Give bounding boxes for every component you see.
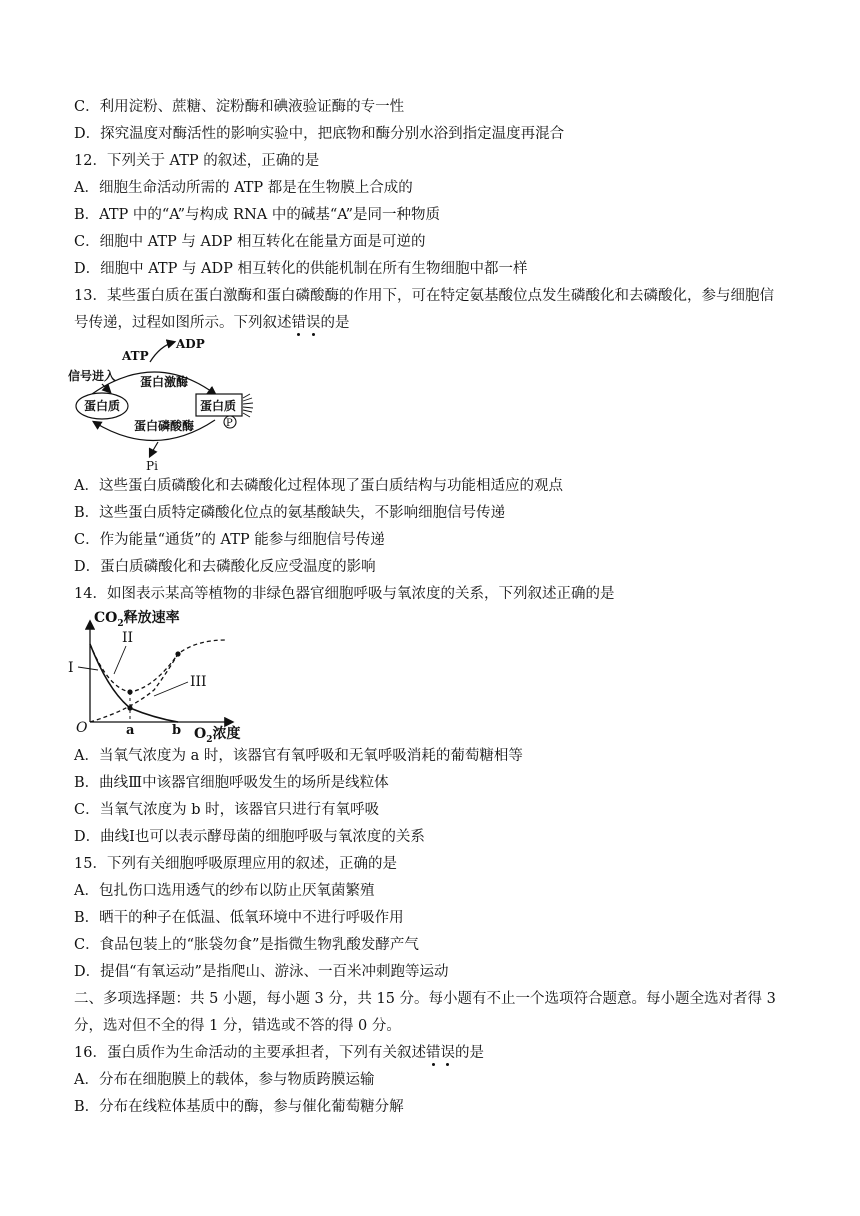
pi-release-arrow (150, 442, 158, 456)
curve-iii-label: III (190, 674, 207, 690)
q12-stem: 12．下列关于 ATP 的叙述，正确的是 (74, 153, 320, 169)
section2-heading-line1: 二、多项选择题：共 5 小题，每小题 3 分，共 15 分。每小题有不止一个选项符合题意。每小题全选对者得 3 (74, 991, 776, 1007)
curve-i-label: I (68, 660, 74, 676)
q11-option-d: D．探究温度对酶活性的影响实验中，把底物和酶分别水浴到指定温度再混合 (74, 126, 565, 142)
q16-option-a: A．分布在细胞膜上的载体，参与物质跨膜运输 (74, 1072, 375, 1088)
q13-stem-line1: 13．某些蛋白质在蛋白激酶和蛋白磷酸酶的作用下，可在特定氨基酸位点发生磷酸化和去磷酸化，参与细胞信 (74, 288, 774, 304)
y-axis-label: $CO_2$释放速率 (94, 610, 180, 629)
q12-option-b: B．ATP 中的“A”与构成 RNA 中的碱基“A”是同一种物质 (74, 207, 440, 223)
phosphate-label: P (226, 418, 233, 429)
q15-option-a: A．包扎伤口选用透气的纱布以防止厌氧菌繁殖 (74, 883, 375, 899)
point-b-total (175, 651, 180, 656)
adp-label: ADP (176, 337, 205, 351)
curve-ii-leader (114, 646, 126, 674)
q11-option-c: C．利用淀粉、蔗糖、淀粉酶和碘液验证酶的专一性 (74, 99, 405, 115)
atp-to-adp-arrow (150, 342, 174, 362)
q13-option-d: D．蛋白质磷酸化和去磷酸化反应受温度的影响 (74, 559, 376, 575)
q12-option-a: A．细胞生命活动所需的 ATP 都是在生物膜上合成的 (74, 180, 413, 196)
activation-rays (243, 394, 253, 417)
pi-label: Pi (146, 459, 158, 473)
q15-stem: 15．下列有关细胞呼吸原理应用的叙述，正确的是 (74, 856, 397, 872)
q16-stem-text: 的是 (454, 1045, 484, 1061)
q15-option-c: C．食品包装上的“胀袋勿食”是指微生物乳酸发酵产气 (74, 937, 419, 953)
q14-option-b: B．曲线Ⅲ中该器官细胞呼吸发生的场所是线粒体 (74, 775, 389, 791)
q13-emphasis-char: 错 (291, 315, 306, 331)
curve-i-leader (78, 667, 98, 670)
q13-emphasis-char: 误 (306, 315, 321, 331)
kinase-label: 蛋白激酶 (140, 375, 189, 389)
q16-option-b: B．分布在线粒体基质中的酶，参与催化葡萄糖分解 (74, 1099, 404, 1115)
atp-label: ATP (122, 349, 149, 363)
origin-label: O (76, 720, 88, 736)
q16-emphasis-char: 误 (440, 1045, 455, 1061)
q12-option-c: C．细胞中 ATP 与 ADP 相互转化在能量方面是可逆的 (74, 234, 426, 250)
q16-stem (74, 1043, 484, 1063)
section2-heading-line2: 分，选对但不全的得 1 分，错选或不答的得 0 分。 (74, 1018, 401, 1034)
tick-b-label: b (172, 723, 182, 738)
q14-option-c: C．当氧气浓度为 b 时，该器官只进行有氧呼吸 (74, 802, 380, 818)
q15-option-d: D．提倡“有氧运动”是指爬山、游泳、一百米冲刺跑等运动 (74, 964, 449, 980)
q14-option-d: D．曲线Ⅰ也可以表示酵母菌的细胞呼吸与氧浓度的关系 (74, 829, 425, 845)
signal-in-label: 信号进入 (68, 369, 117, 383)
tick-a-label: a (126, 723, 135, 738)
q14-stem: 14．如图表示某高等植物的非绿色器官细胞呼吸与氧浓度的关系，下列叙述正确的是 (74, 586, 615, 602)
curve-ii-label: II (122, 630, 134, 646)
phosphatase-label: 蛋白磷酸酶 (134, 419, 195, 433)
q12-option-d: D．细胞中 ATP 与 ADP 相互转化的供能机制在所有生物细胞中都一样 (74, 261, 528, 277)
q13-option-a: A．这些蛋白质磷酸化和去磷酸化过程体现了蛋白质结构与功能相适应的观点 (74, 478, 563, 494)
q16-stem-text: 16．蛋白质作为生命活动的主要承担者，下列有关叙述 (74, 1045, 426, 1061)
point-a-total (127, 689, 132, 694)
q13-stem-text: 号传递，过程如图所示。下列叙述 (74, 315, 292, 331)
q15-option-b: B．晒干的种子在低温、低氧环境中不进行呼吸作用 (74, 910, 404, 926)
x-axis-label: $O_2$浓度 (194, 726, 241, 744)
q13-stem-line2 (74, 313, 350, 333)
q13-option-c: C．作为能量“通货”的 ATP 能参与细胞信号传递 (74, 532, 385, 548)
q16-emphasis-char: 错 (425, 1045, 441, 1061)
q13-phosphorylation-diagram (60, 332, 280, 474)
protein-left-label: 蛋白质 (84, 399, 121, 413)
q14-option-a: A．当氧气浓度为 a 时，该器官有氧呼吸和无氧呼吸消耗的葡萄糖相等 (74, 748, 523, 764)
q14-respiration-graph (64, 604, 264, 744)
q13-stem-text: 的是 (320, 315, 350, 331)
curve-i-anaerobic (90, 644, 178, 722)
q13-option-b: B．这些蛋白质特定磷酸化位点的氨基酸缺失，不影响细胞信号传递 (74, 505, 506, 521)
protein-right-label: 蛋白质 (200, 399, 237, 413)
curve-ii-total (90, 644, 178, 692)
point-a-intersection (127, 705, 132, 710)
